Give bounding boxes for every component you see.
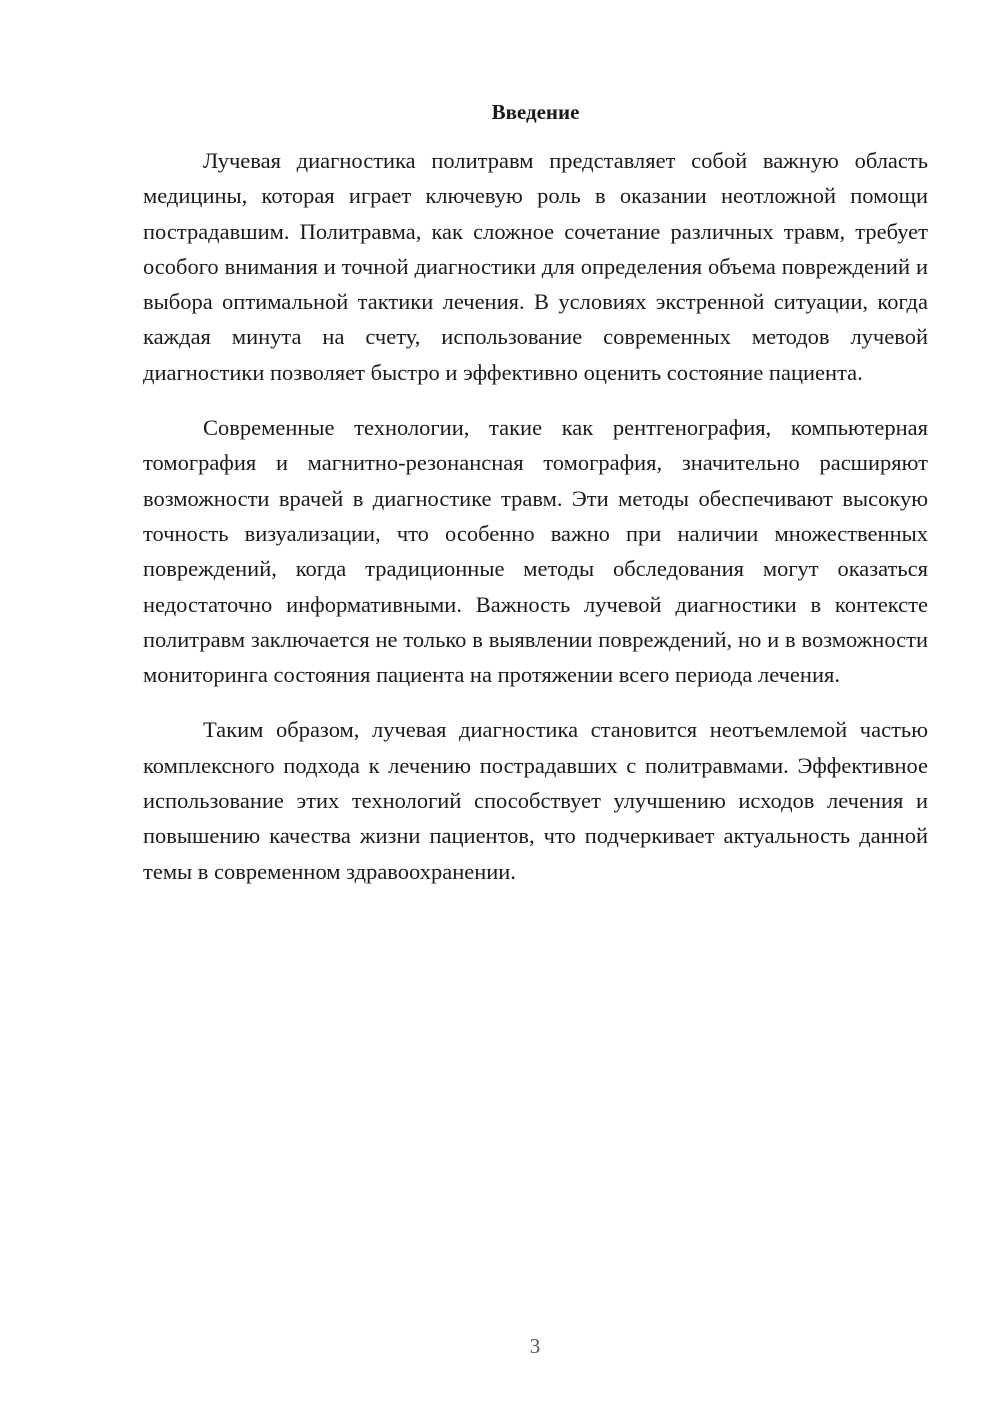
paragraph-2: Современные технологии, такие как рентгенография, компьютерная томография и магнитно-резонансная томография, значительно расширяют возможности врачей в диагностике травм. Эти методы обеспечивают высокую точность визуализации, что особенно важно при наличии множественных повреждений, когда традиционные методы обследования могут оказаться недостаточно информативными. Важность лучевой диагностики в контексте политравм заключается не только в выявлении повреждений, но и в возможности мониторинга состояния пациента на протяжении всего периода лечения. xyxy=(143,415,928,688)
page-number: 3 xyxy=(529,1334,541,1358)
body-text xyxy=(143,143,928,909)
paragraph-1: Лучевая диагностика политравм представляет собой важную область медицины, которая играет ключевую роль в оказании неотложной помощи пострадавшим. Политравма, как сложное сочетание различных травм, требует особого внимания и точной диагностики для определения объема повреждений и выбора оптимальной тактики лечения. В условиях экстренной ситуации, когда каждая минута на счету, использование современных методов лучевой диагностики позволяет быстро и эффективно оценить состояние пациента. xyxy=(143,148,928,385)
paragraph-3: Таким образом, лучевая диагностика становится неотъемлемой частью комплексного подхода к лечению пострадавших с политравмами. Эффективное использование этих технологий способствует улучшению исходов лечения и повышению качества жизни пациентов, что подчеркивает актуальность данной темы в современном здравоохранении. xyxy=(143,717,928,884)
section-heading: Введение xyxy=(491,100,580,124)
